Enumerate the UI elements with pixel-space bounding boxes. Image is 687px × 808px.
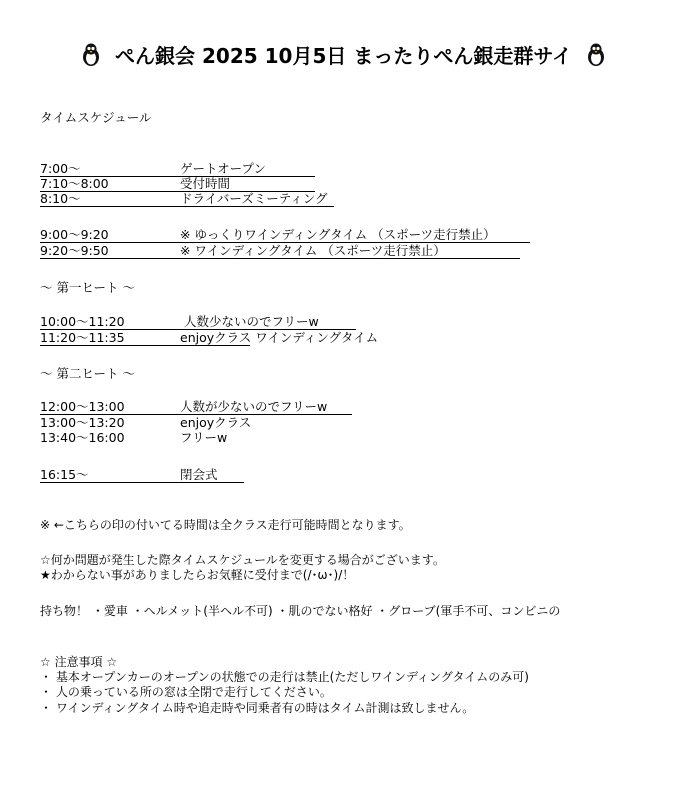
row-time: 7:00～ xyxy=(40,161,81,176)
schedule-row xyxy=(40,314,356,330)
heat2-label: ～ 第二ヒート ～ xyxy=(40,366,135,381)
row-desc: enjoyクラス ワインディングタイム xyxy=(180,330,379,345)
schedule-row xyxy=(40,161,315,177)
row-desc: フリーw xyxy=(180,430,228,445)
row-time: 11:20～11:35 xyxy=(40,330,125,345)
row-desc: 人数が少ないのでフリーw xyxy=(180,399,328,414)
caution-item: ・ 基本オープンカーのオープンの状態での走行は禁止(ただしワインディングタイムのみ可) xyxy=(40,670,529,684)
penguin-icon xyxy=(586,43,606,67)
row-time: 8:10～ xyxy=(40,191,81,206)
row-desc: ゲートオープン xyxy=(180,161,267,176)
belongings-line: 持ち物！ ・愛車 ・ヘルメット(半ヘル不可) ・肌のでない格好 ・グローブ(軍手不可、コンビニの xyxy=(40,604,561,618)
caution-item: ・ ワインディングタイム時や追走時や同乗者有の時はタイム計測は致しません。 xyxy=(40,701,475,715)
schedule-row xyxy=(40,467,244,483)
row-time: 10:00～11:20 xyxy=(40,314,125,329)
caution-heading: ☆ 注意事項 ☆ xyxy=(40,655,118,669)
row-desc: ドライバーズミーティング xyxy=(180,191,328,206)
mark-note: ※ ←こちらの印の付いてる時間は全クラス走行可能時間となります。 xyxy=(40,518,411,532)
schedule-heading: タイムスケジュール xyxy=(40,110,152,125)
schedule-row xyxy=(40,191,334,207)
page-title xyxy=(0,40,687,69)
row-time: 7:10～8:00 xyxy=(40,176,109,191)
schedule-row xyxy=(40,176,315,192)
schedule-row xyxy=(40,243,520,259)
row-time: 16:15～ xyxy=(40,467,89,482)
row-time: 12:00～13:00 xyxy=(40,399,125,414)
row-desc: 受付時間 xyxy=(180,176,231,191)
row-desc: ※ ワインディングタイム （スポーツ走行禁止） xyxy=(180,243,446,258)
schedule-row xyxy=(40,330,379,346)
row-desc: 人数少ないのでフリーw xyxy=(184,314,319,329)
heat1-label: ～ 第一ヒート ～ xyxy=(40,280,135,295)
row-desc: 閉会式 xyxy=(180,467,218,482)
penguin-icon xyxy=(81,43,101,67)
schedule-row xyxy=(40,227,530,243)
caution-item: ・ 人の乗っている所の窓は全閉で走行してください。 xyxy=(40,685,332,699)
row-time: 9:00～9:20 xyxy=(40,227,109,242)
row-time: 9:20～9:50 xyxy=(40,243,109,258)
row-time: 13:40～16:00 xyxy=(40,430,125,445)
schedule-row xyxy=(40,399,352,415)
title-text: ぺん銀会 2025 10月5日 まったりぺん銀走群サイ xyxy=(115,44,572,68)
notice-line: ☆何か問題が発生した際タイムスケジュールを変更する場合がございます。 xyxy=(40,553,445,567)
row-desc: ※ ゆっくりワインディングタイム （スポーツ走行禁止） xyxy=(180,227,496,242)
row-desc: enjoyクラス xyxy=(180,415,252,430)
notice-line: ★わからない事がありましたらお気軽に受付まで(/･ω･)/！ xyxy=(40,568,355,582)
row-time: 13:00～13:20 xyxy=(40,415,125,430)
